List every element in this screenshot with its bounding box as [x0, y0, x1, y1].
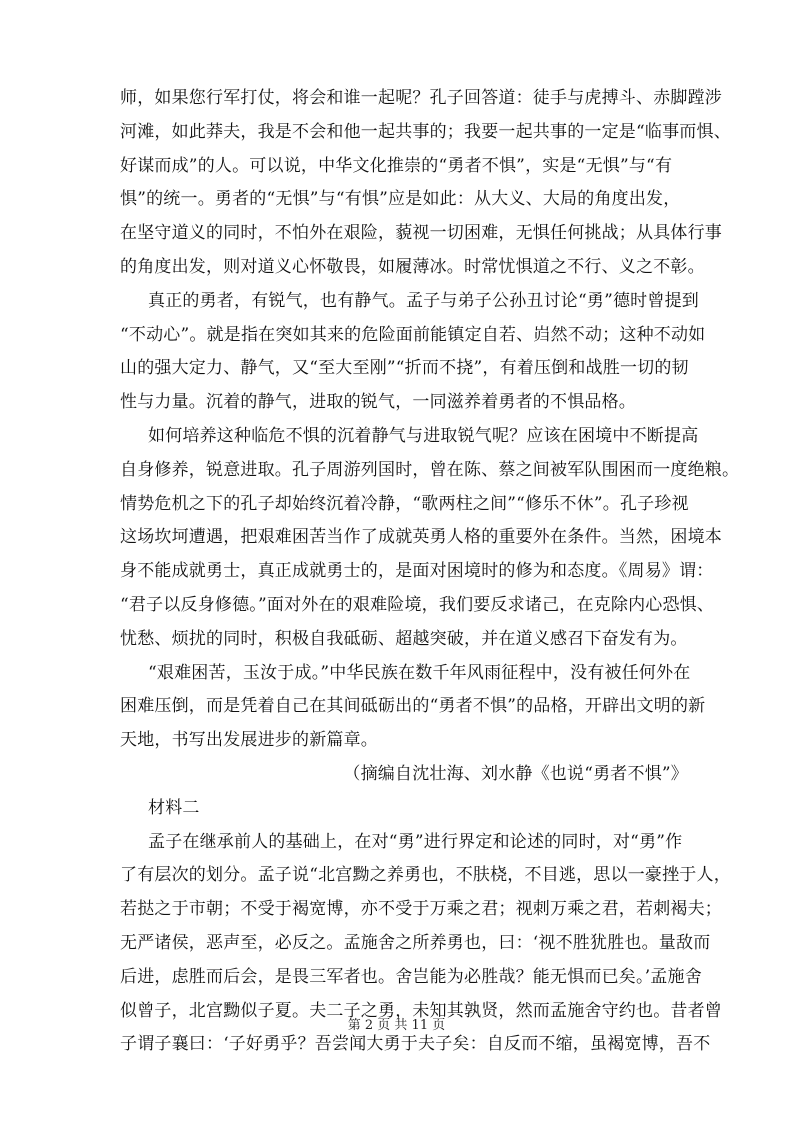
- text-line: 好谋而成”的人。可以说，中华文化推崇的“勇者不惧”，实是“无惧”与“有: [120, 155, 673, 176]
- text-line: 山的强大定力、静气，又“至大至刚”“折而不挠”，有着压倒和战胜一切的韧: [120, 358, 689, 379]
- text-line: 自身修养，锐意进取。孔子周游列国时，曾在陈、蔡之间被军队围困而一度绝粮。: [120, 459, 740, 480]
- text-line: 了有层次的划分。孟子说“北宫黝之养勇也，不肤桡，不目逃，思以一豪挫于人，: [120, 865, 731, 886]
- text-line: 忧愁、烦扰的同时，积极自我砥砺、超越突破，并在道义感召下奋发有为。: [120, 628, 688, 649]
- text-line: 性与力量。沉着的静气，进取的锐气，一同滋养着勇者的不惧品格。: [120, 392, 636, 413]
- text-line: 孟子在继承前人的基础上，在对“勇”进行界定和论述的同时，对“勇”作: [148, 831, 683, 852]
- text-line: 若挞之于市朝；不受于褐宽博，亦不受于万乘之君；视刺万乘之君，若刺褐夫；: [120, 899, 722, 920]
- body-text: [120, 82, 740, 1062]
- text-line: 真正的勇者，有锐气，也有静气。孟子与弟子公孙丑讨论“勇”德时曾提到: [148, 290, 699, 311]
- text-line: 情势危机之下的孔子却始终沉着冷静，“歌两柱之间”“修乐不休”。孔子珍视: [120, 493, 689, 514]
- text-line: 无严诸侯，恶声至，必反之。孟施舍之所养勇也，曰：‘视不胜犹胜也。量敌而: [120, 932, 711, 953]
- text-line: 的角度出发，则对道义心怀敬畏，如履薄冰。时常忧惧道之不行、义之不彰。: [120, 256, 705, 277]
- text-line: “艰难困苦，玉汝于成。”中华民族在数千年风雨征程中，没有被任何外在: [148, 662, 691, 683]
- page-footer: 第 2 页 共 11 页: [347, 1018, 446, 1033]
- text-line: 在坚守道义的同时，不怕外在艰险，藐视一切困难，无惧任何挑战；从具体行事: [120, 223, 722, 244]
- text-line: 如何培养这种临危不惧的沉着静气与进取锐气呢？应该在困境中不断提高: [148, 425, 699, 446]
- text-line: “君子以反身修德。”面对外在的艰难险境，我们要反求诸己，在克除内心恐惧、: [120, 594, 715, 615]
- text-line: 惧”的统一。勇者的“无惧”与“有惧”应是如此：从大义、大局的角度出发，: [120, 189, 681, 210]
- text-line: “不动心”。就是指在突如其来的危险面前能镇定自若、岿然不动；这种不动如: [120, 324, 706, 345]
- text-line: 身不能成就勇士，真正成就勇士的，是面对困境时的修为和态度。《周易》谓：: [120, 561, 714, 582]
- text-line: 后进，虑胜而后会，是畏三军者也。舍岂能为必胜哉？能无惧而已矣。’孟施舍: [120, 966, 702, 987]
- text-line: 河滩，如此莽夫，我是不会和他一起共事的；我要一起共事的一定是“临事而惧、: [120, 121, 731, 142]
- text-line: 师，如果您行军打仗，将会和谁一起呢？孔子回答道：徒手与虎搏斗、赤脚蹚涉: [120, 88, 722, 108]
- text-line: 子谓子襄曰：‘子好勇乎？吾尝闻大勇于夫子矣：自反而不缩，虽褐宽博，吾不: [120, 1034, 711, 1055]
- text-line: 天地，书写出发展进步的新篇章。: [120, 730, 378, 751]
- text-line: 这场坎坷遭遇，把艰难困苦当作了成就英勇人格的重要外在条件。当然，困境本: [120, 527, 722, 548]
- section-heading: 材料二: [148, 797, 200, 818]
- text-line: 似曾子，北宫黝似子夏。夫二子之勇，未知其孰贤，然而孟施舍守约也。昔者曾: [120, 1000, 722, 1021]
- text-line: 困难压倒，而是凭着自己在其间砥砺出的“勇者不惧”的品格，开辟出文明的新: [120, 696, 706, 717]
- source-citation: （摘编自沈壮海、刘水静《也说“勇者不惧”》: [343, 763, 688, 784]
